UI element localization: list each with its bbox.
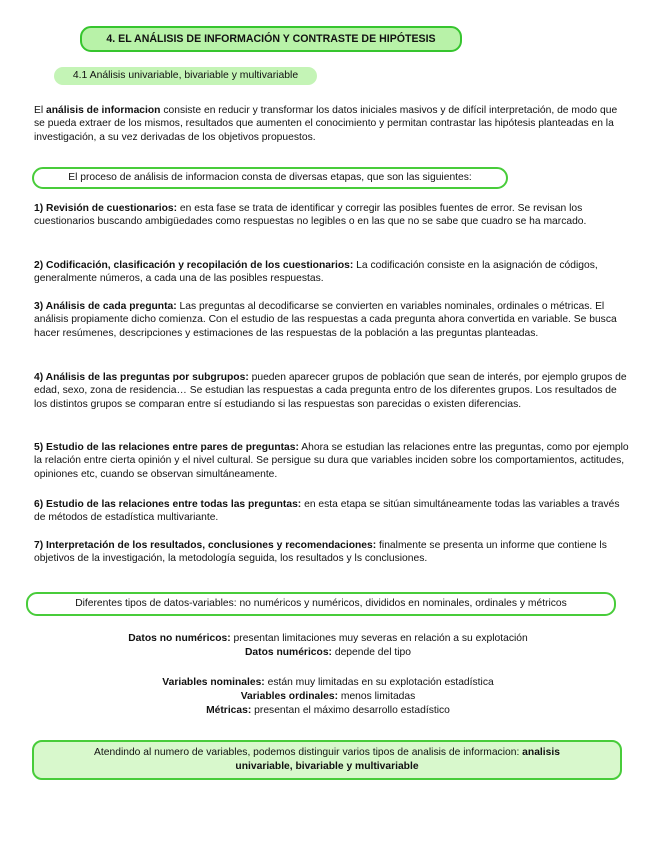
- steps-intro-box: El proceso de análisis de informacion consta de diversas etapas, que son las siguientes:: [32, 167, 508, 189]
- step-1: 1) Revisión de cuestionarios: en esta fase se trata de identificar y corregir las posibles fuentes de error. Se revisan los cuestionarios buscando ambigüedades como respuestas no legibles o en las que no se sabe que cuadro se ha marcado.: [34, 203, 587, 228]
- data-types-box: Diferentes tipos de datos-variables: no numéricos y numéricos, divididos en nominales, ordinales y métricos: [26, 592, 616, 616]
- subsection-heading: 4.1 Análisis univariable, bivariable y multivariable: [54, 67, 317, 85]
- step-7: 7) Interpretación de los resultados, conclusiones y recomendaciones: finalmente se presenta un informe que contiene ls objetivos de la investigación, la metodología seguida, los resultados y ls conclusiones.: [34, 540, 607, 565]
- variable-type-ordinal: Variables ordinales: menos limitadas: [240, 691, 416, 702]
- section-heading: 4. EL ANÁLISIS DE INFORMACIÓN Y CONTRASTE DE HIPÓTESIS: [80, 26, 462, 52]
- analysis-types-box: [32, 740, 622, 780]
- step-5: 5) Estudio de las relaciones entre pares de preguntas: Ahora se estudian las relaciones entre las preguntas, como por ejemplo la relación entre cierta opinión y el nivel cultural. Se persigue su dura que variables inciden sobre los comportamientos, actitudes, opiniones etc, cuando se observan simultáneamente.: [34, 442, 629, 480]
- step-4: 4) Análisis de las preguntas por subgrupos: pueden aparecer grupos de población que sean de interés, por ejemplo grupos de edad, sexo, zona de residencia… Se estudian las respuestas a cada pregunta entro de los diferentes grupos. Los resultados de los distintos grupos se comparan entre sí estudiando si las respuestas son parecidas o existen diferencias.: [34, 372, 627, 410]
- variable-type-metric: Métricas: presentan el máximo desarrollo estadístico: [206, 705, 450, 716]
- intro-paragraph: El análisis de informacion consiste en reducir y transformar los datos iniciales masivos y de difícil interpretación, de modo que se pueda extraer de los mismos, resultados que aumenten el conocimiento y permitan contrastar las hipótesis planteadas en la investigación, a su vez derivadas de los objetivos propuestos.: [34, 105, 618, 143]
- variable-type-nominal: Variables nominales: están muy limitadas en su explotación estadística: [162, 677, 494, 688]
- analysis-types-line-2: univariable, bivariable y multivariable: [235, 761, 419, 772]
- step-6: 6) Estudio de las relaciones entre todas las preguntas: en esta etapa se sitúan simultáneamente todas las variables a través de métodos de estadística multivariante.: [34, 499, 620, 524]
- analysis-types-line-1: Atendindo al numero de variables, podemos distinguir varios tipos de analisis de informacion: analisis: [94, 747, 560, 758]
- data-type-non-numeric: Datos no numéricos: presentan limitaciones muy severas en relación a su explotación: [128, 633, 528, 644]
- step-2: 2) Codificación, clasificación y recopilación de los cuestionarios: La codificación consiste en la asignación de códigos, generalmente números, a cada una de las posibles respuestas.: [34, 260, 598, 285]
- data-type-numeric: Datos numéricos: depende del tipo: [245, 647, 411, 658]
- step-3: 3) Análisis de cada pregunta: Las preguntas al decodificarse se convierten en variables nominales, ordinales o métricas. El análisis propiamente dicho comienza. Con el estudio de las respuestas a cada pregunta ahora convertida en variable. Se busca hacer resúmenes, descripciones y estimaciones de las respuestas de la población a las preguntas planteadas.: [34, 301, 617, 339]
